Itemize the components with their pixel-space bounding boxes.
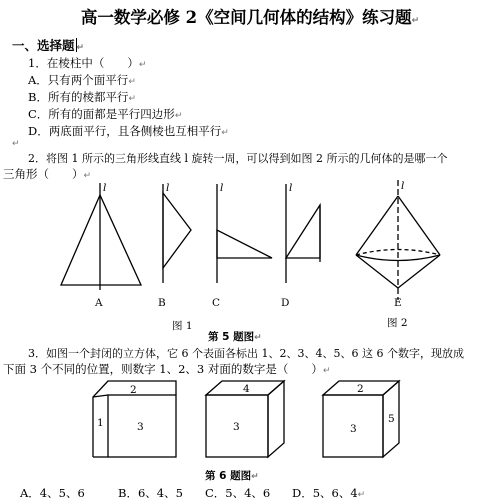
q2-stem-line1: 2．将图 1 所示的三角形线直线 l 旋转一周，可以得到如图 2 所示的几何体的是哪一个	[28, 152, 448, 165]
q1-option-b-text: B．所有的棱都平行	[28, 90, 129, 104]
cube3-right-number: 5	[388, 413, 395, 425]
paragraph-mark: ↵	[83, 171, 92, 181]
paragraph-mark: ↵	[411, 16, 420, 26]
paragraph-mark: ↵	[76, 43, 85, 53]
q3-option-d	[292, 485, 365, 501]
fig-label-b: B	[158, 297, 166, 309]
figure-d-triangle	[286, 184, 320, 283]
paragraph-mark: ↵	[221, 128, 229, 138]
cube1-front-number: 3	[137, 421, 144, 433]
axis-label-a: l	[103, 182, 107, 194]
title-text: 高一数学必修 2《空间几何体的结构》练习题	[80, 8, 412, 27]
q6-figure-caption-text: 第 6 题图	[205, 470, 252, 482]
paragraph-mark: ↵	[357, 490, 366, 500]
q1-option-c-text: C．所有的面都是平行四边形	[28, 107, 175, 121]
fig-label-c: C	[212, 297, 221, 309]
paragraph-mark: ↵	[251, 472, 259, 482]
paragraph-mark: ↵	[254, 333, 262, 343]
cube1-left-number: 1	[97, 417, 104, 429]
figure-a-triangle	[61, 183, 141, 290]
q1-stem-text: 1．在棱柱中（ ）	[28, 56, 139, 70]
q3-stem-line2-text: 下面 3 个不同的位置，则数字 1、2、3 对面的数字是（ ）	[3, 362, 323, 376]
paragraph-mark: ↵	[174, 111, 183, 121]
q3-stem-line2	[3, 361, 330, 377]
q6-figure-caption	[205, 468, 259, 483]
q1-option-a-text: A．只有两个面平行	[28, 73, 129, 87]
axis-label-e: l	[401, 180, 405, 192]
section-heading-text: 一、选择题	[12, 38, 75, 53]
figure-c-triangle	[217, 184, 272, 283]
paragraph-mark: ↵	[12, 139, 20, 149]
paragraph-mark: ↵	[128, 94, 136, 104]
cube2-top-number: 4	[243, 383, 250, 395]
axis-label-d: l	[289, 182, 293, 194]
q3-stem-line1: 3．如图一个封闭的立方体，它 6 个表面各标出 1、2、3、4、5、6 这 6 个数字，现放成	[28, 347, 464, 360]
q2-stem-line2-text: 三角形（ ）	[3, 167, 84, 181]
axis-label-c: l	[220, 182, 224, 194]
fig-label-e: E	[394, 297, 402, 309]
fig-label-a: A	[95, 297, 103, 309]
fig-label-d: D	[281, 297, 290, 309]
paragraph-mark: ↵	[322, 366, 331, 376]
q3-option-b: B．6、4、5	[118, 486, 183, 500]
figure-e-double-cone	[356, 180, 440, 300]
q3-option-c: C．5、4、6	[205, 486, 271, 500]
figure-b-triangle	[163, 184, 191, 283]
q3-option-a: A．4、5、6	[20, 486, 85, 500]
axis-label-b: l	[166, 182, 170, 194]
q1-option-d-text: D．两底面平行，且各侧棱也互相平行	[28, 124, 222, 138]
fig2-caption: 图 2	[387, 317, 408, 329]
q5-figure-caption	[208, 329, 262, 344]
cube2-front-number: 3	[233, 421, 240, 433]
q3-option-d-text: D．5、6、4	[292, 486, 358, 500]
cube3-front-number: 3	[350, 423, 357, 435]
paragraph-mark: ↵	[128, 77, 136, 87]
cube3-top-number: 2	[357, 383, 364, 395]
paragraph-mark: ↵	[138, 60, 147, 70]
q5-figure-caption-text: 第 5 题图	[208, 331, 255, 343]
fig1-caption: 图 1	[172, 320, 193, 332]
cube1-top-number: 2	[130, 384, 137, 396]
